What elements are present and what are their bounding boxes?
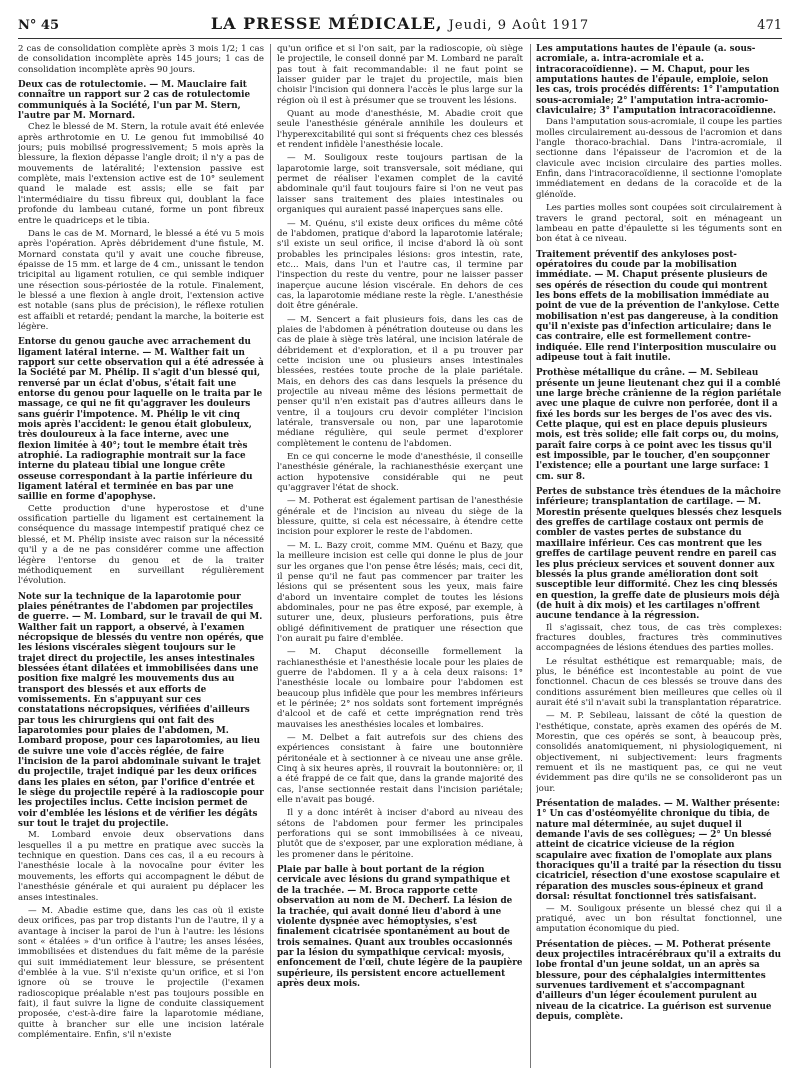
column-divider — [530, 44, 531, 1068]
paragraph: — M. Sencert a fait plusieurs fois, dans les cas de plaies de l'abdomen à pénétration douteuse ou dans les cas de plaie à siège très latéral, une incision latérale de débridement et d'exploration, et il a pu trouver par cette incision une ou plusieurs anses intestinales blessées, restées toute proche de la plaie pariétale. Mais, en dehors des cas dans lesquels la présence du projectile au niveau même des lésions permettait de penser qu'il n'en existait pas d'autres ailleurs dans le ventre, il a toujours cru devoir compléter l'incision latérale, transversale ou non, par une laparotomie médiane régulière, qui seule permet d'explorer complètement le contenu de l'abdomen. — [277, 314, 523, 449]
paragraph: — M. Potherat est également partisan de l'anesthésie générale et de l'incision au niveau du siège de la blessure, quitte, si cela est nécessaire, à étendre cette incision pour explorer le reste de l'abdomen. — [277, 496, 523, 538]
column-right — [536, 44, 782, 1074]
column-left — [18, 44, 264, 1074]
journal-name: LA PRESSE MÉDICALE, — [210, 14, 443, 33]
paragraph: — M. Souligoux reste toujours partisan de la laparotomie large, soit transversale, soit médiane, qui permet de réaliser l'examen complet de la cavité abdominale qu'il faut toujours faire si l'on ne veut pas laisser sans traitement des plaies intestinales ou organiques qui auraient passé inaperçues sans elle. — [277, 153, 523, 216]
section-machoire: Pertes de substance très étendues de la mâchoire inférieure; transplantation de cartilage. — M. Morestin présente quelques blessés chez lesquels des greffes de cartilage costaux ont permis de combler de vastes pertes de substance du maxillaire inférieur. Ces cas montrent que les greffes de cartilage peuvent rendre en pareil cas les plus précieux services et souvent donner aux blessés la plus grande amélioration dont soit susceptible leur difformité. Chez les cinq blessés en question, la greffe date de plusieurs mois déjà (de huit à dix mois) et les cartilages n'offrent aucune tendance à la régression. — [536, 487, 782, 622]
section-presentation-malades: Présentation de malades. — M. Walther présente: 1° Un cas d'ostéomyélite chronique du tibia, de nature mal déterminée, au sujet duquel il demande l'avis de ses collègues; — 2° Un blessé atteint de cicatrice vicieuse de la région scapulaire avec fixation de l'omoplate aux plans thoraciques qu'il a traité par la résection du tissu cicatriciel, résection d'une exostose scapulaire et réparation des muscles sous-épineux et grand dorsal: résultat fonctionnel très satisfaisant. — [536, 799, 782, 903]
paragraph: 2 cas de consolidation complète après 3 mois 1/2; 1 cas de consolidation incomplète après 145 jours; 1 cas de consolidation incomplète après 90 jours. — [18, 44, 264, 75]
page-header — [18, 10, 782, 39]
paragraph: qu'un orifice et si l'on sait, par la radioscopie, où siège le projectile, le conseil donné par M. Lombard ne paraît pas tout à fait recommandable: il ne faut point se laisser guider par le trajet du projectile, mais bien choisir l'incision qui donnera l'accès le plus large sur la région où il est à présumer que se trouvent les lésions. — [277, 44, 523, 106]
paragraph: Dans le cas de M. Mornard, le blessé a été vu 5 mois après l'opération. Après débridement d'une fistule, M. Mornard constata qu'il y avait une couche fibreuse, épaisse de 15 mm. et large de 4 cm., unissant le tendon tricipital au ligament rotulien, ce qui semble indiquer une résection sous-périostée de la rotule. Finalement, le blessé a une flexion à angle droit, l'extension active est notable (sans plus de précision), le réflexe rotulien est affaibli et retardé; pendant la marche, la boiterie est légère. — [18, 228, 264, 332]
journal-title — [18, 14, 782, 33]
paragraph: — M. L. Bazy croit, comme MM. Quénu et Bazy, que la meilleure incision est celle qui donne le plus de jour sur les organes que l'on pense être lésés; mais, ceci dit, il pense qu'il ne faut pas commencer par traiter les lésions qui se présentent sous les yeux, mais faire d'abord un inventaire complet de toutes les lésions abdominales, pour ne pas être exposé, par exemple, à suturer une, deux, plusieurs perforations, puis être obligé définitivement de pratiquer une résection que l'on aurait pu faire d'emblée. — [277, 540, 523, 644]
issue-date: Jeudi, 9 Août 1917 — [448, 18, 590, 33]
section-plaie-cervicale: Plaie par balle à bout portant de la région cervicale avec lésions du grand sympathique et de la trachée. — M. Broca rapporte cette observation au nom de M. Decherf. La lésion de la trachée, qui avait donné lieu d'abord à une violente dyspnée avec hémoptysies, s'est finalement cicatrisée spontanément au bout de trois semaines. Quant aux troubles occasionnés par la lésion du sympathique cervical: myosis, enfoncement de l'œil, chute légère de la paupière supérieure, ils persistent encore actuellement après deux mois. — [277, 865, 523, 989]
paragraph: — M. Abadie estime que, dans les cas où il existe deux orifices, pas par trop distants l'un de l'autre, il y a avantage à inciser la paroi de l'un à l'autre: les lésions sont « étalées » d'un orifice à l'autre; les anses lésées, immobilisées et distendues du fait même de la parésie qui suit immédiatement leur blessure, se présentent d'emblée à la vue. S'il n'existe qu'un orifice, et si l'on ignore où se trouve le projectile (l'examen radioscopique préalable n'est pas toujours possible en fait), il faut suivre la ligne de conduite classiquement proposée, c'est-à-dire faire la laparotomie médiane, quitte à brancher sur elle une incision latérale complémentaire. Enfin, s'il n'existe — [18, 905, 264, 1040]
paragraph: Chez le blessé de M. Stern, la rotule avait été enlevée après arthrotomie en U. Le genou fut immobilisé 40 jours; puis mobilisé progressivement; 5 mois après la blessure, la flexion dépasse l'angle droit; il n'y a pas de mouvements de latéralité; l'extension passive est complète, mais l'extension active est de 10° seulement quand le malade est assis; elle se fait par l'intermédiaire du tissu fibreux qui, doublant la face profonde du lambeau cutané, forme un pont fibreux entre le quadriceps et le tibia. — [18, 122, 264, 226]
section-laparotomie: Note sur la technique de la laparotomie pour plaies pénétrantes de l'abdomen par projectiles de guerre. — M. Lombard, sur le travail de qui M. Walther fait un rapport, a observé, à l'examen nécropsique de blessés du ventre non opérés, que les lésions viscérales siègent toujours sur le trajet direct du projectile, les anses intestinales blessées étant dilatées et immobilisées dans une position fixe malgré les mouvements dus au transport des blessés et aux efforts de vomissements. En s'appuyant sur ces constatations nécropsiques, vérifiées d'ailleurs par tous les chirurgiens qui ont fait des laparotomies pour plaies de l'abdomen, M. Lombard propose, pour ces laparotomies, au lieu de suivre une voie d'accès réglée, de faire l'incision de la paroi abdominale suivant le trajet du projectile, trajet indiqué par les deux orifices dans les plaies en séton, par l'orifice d'entrée et le siège du projectile repéré à la radioscopie pour les projectiles inclus. Cette incision permet de voir d'emblée les lésions et de vérifier les dégâts sur tout le trajet du projectile. — [18, 591, 264, 830]
paragraph: Dans l'amputation sous-acromiale, il coupe les parties molles circulairement au-dessous de l'acromion et dans l'angle thoraco-brachial. Dans l'intra-acromiale, il sectionne dans l'épaisseur de l'acromion et de la clavicule avec incision circulaire des parties molles. Enfin, dans l'intracoracoïdienne, il sectionne l'omoplate immédiatement en dedans de la coracoïde et de la glénoïde. — [536, 117, 782, 200]
section-amputations-epaule: Les amputations hautes de l'épaule (a. sous-acromiale, a. intra-acromiale et a. intracoracoïdienne). — M. Chaput, pour les amputations hautes de l'épaule, emploie, selon les cas, trois procédés différents: 1° l'amputation sous-acromiale; 2° l'amputation intra-acromio-claviculaire; 3° l'amputation intracoracoïdienne. — [536, 44, 780, 117]
paragraph: M. Lombard envoie deux observations dans lesquelles il a pu mettre en pratique avec succès la technique en question. Dans ces cas, il a eu recours à l'anesthésie locale à la novocaïne pour éviter les mouvements, les efforts qui accompagnent le début de l'anesthésie générale et qui auraient pu déplacer les anses intestinales. — [18, 830, 264, 903]
paragraph: Il s'agissait, chez tous, de cas très complexes: fractures doubles, fractures très comminutives accompagnées de lésions étendues des parties molles. — [536, 622, 782, 654]
column-middle — [277, 44, 523, 1074]
paragraph: Les parties molles sont coupées soit circulairement à travers le grand pectoral, soit en ménageant un lambeau en patte d'épaulette si les téguments sont en bon état à ce niveau. — [536, 203, 782, 245]
section-ankyloses-coude: Traitement préventif des ankyloses post-opératoires du coude par la mobilisation immédiate. — M. Chaput présente plusieurs de ses opérés de résection du coude qui montrent les bons effets de la mobilisation immédiate au point de vue de la prévention de l'ankylose. Cette mobilisation n'est pas dangereuse, à la condition qu'il n'existe pas d'infection articulaire; dans le cas contraire, elle est formellement contre-indiquée. Elle rend l'interposition musculaire ou adipeuse tout à fait inutile. — [536, 249, 780, 363]
paragraph: — M. Souligoux présente un blessé chez qui il a pratiqué, avec un bon résultat fonctionnel, une amputation économique du pied. — [536, 903, 782, 935]
paragraph: — M. Quénu, s'il existe deux orifices du même côté de l'abdomen, pratique d'abord la laparotomie latérale; s'il existe un seul orifice, il incise d'abord là où sont probables les principales lésions: gros intestin, rate, etc... Mais, dans l'un et l'autre cas, il termine par l'inspection du reste du ventre, pour ne laisser passer inaperçue aucune lésion viscérale. En dehors de ces cas, la laparotomie médiane reste la règle. L'anesthésie doit être générale. — [277, 218, 523, 312]
page-number: 471 — [757, 18, 782, 33]
column-divider — [270, 44, 271, 1068]
paragraph: En ce qui concerne le mode d'anesthésie, il conseille l'anesthésie générale, la rachianesthésie exerçant une action hypotensive considérable qui ne peut qu'aggraver l'état de shock. — [277, 452, 523, 494]
paragraph: Le résultat esthétique est remarquable; mais, de plus, le bénéfice est incontestable au point de vue fonctionnel. Chacun de ces blessés se trouve dans des conditions assurément bien meilleures que celles où il aurait été s'il n'avait subi la transplantation réparatrice. — [536, 656, 782, 708]
paragraph: Cette production d'une hyperostose et d'une ossification partielle du ligament est certainement la conséquence du massage intempestif pratiqué chez ce blessé, et M. Phélip insiste avec raison sur la nécessité qu'il y a de ne pas considérer comme une affection légère l'entorse du genou et de la traiter méthodiquement en surveillant régulièrement l'évolution. — [18, 503, 264, 587]
paragraph: — M. Delbet a fait autrefois sur des chiens des expériences consistant à faire une boutonnière péritonéale et à sectionner à ce niveau une anse grêle. Cinq à six heures après, il rouvrait la boutonnière: or, il a été frappé de ce fait que, dans la grande majorité des cas, l'anse sectionnée restait dans l'incision pariétale; elle n'avait pas bougé. — [277, 733, 523, 806]
section-prothese-crane: Prothèse métallique du crâne. — M. Sebileau présente un jeune lieutenant chez qui il a comblé une large brèche crânienne de la région pariétale avec une plaque de cuivre non perforée, dont il a fixé les bords sur les berges de l'os avec des vis. Cette plaque, qui est en place depuis plusieurs mois, est très solide; elle fait corps ou, du moins, paraît faire corps à ce point avec les tissus qu'il est impossible, par le toucher, d'en soupçonner l'existence; elle a pourtant une large surface: 1 cm. sur 8. — [536, 368, 782, 482]
paragraph: — M. Chaput déconseille formellement la rachianesthésie et l'anesthésie locale pour les plaies de guerre de l'abdomen. Il y a à cela deux raisons: 1° l'anesthésie locale ou lombaire pour l'abdomen est beaucoup plus infidèle que pour les membres inférieurs et le périnée; 2° nos soldats sont fortement imprégnés d'alcool et de café et cette imprégnation rend très mauvaises les anesthésies locales et lombaires. — [277, 647, 523, 730]
paragraph: — M. P. Sebileau, laissant de côté la question de l'esthétique, constate, après examen des opérés de M. Morestin, que ces opérés se sont, à beaucoup près, consolidés anatomiquement, ni physiologiquement, ni objectivement, ni subjectivement: leurs fragments remuent et ils ne mastiquent pas, ce qui ne veut évidemment pas dire qu'ils ne se consolideront pas un jour. — [536, 711, 782, 794]
paragraph: Il y a donc intérêt à inciser d'abord au niveau des sétons de l'abdomen pour fermer les principales perforations qui se sont immobilisées à ce niveau, plutôt que de s'exposer, par une exploration médiane, à les promener dans le péritoine. — [277, 808, 523, 860]
issue-number: N° 45 — [18, 18, 59, 33]
section-entorse-genou: Entorse du genou gauche avec arrachement du ligament latéral interne. — M. Walther fait un rapport sur cette observation qui a été adressée à la Société par M. Phélip. Il s'agit d'un blessé qui, renversé par un éclat d'obus, s'était fait une entorse du genou pour laquelle on le traita par le massage, ce qui ne fit qu'aggraver les douleurs sans guérir l'impotence. M. Phélip le vit cinq mois après l'accident: le genou était globuleux, très douloureux à la face interne, avec une flexion limitée à 40°; tout le membre était très atrophié. La radiographie montrait sur la face interne du plateau tibial une longue crête osseuse correspondant à la partie inférieure du ligament latéral et terminée en bas par une saillie en forme d'apophyse. — [18, 337, 264, 503]
section-rotulectomie: Deux cas de rotulectomie. — M. Mauclaire fait connaître un rapport sur 2 cas de rotulectomie communiqués à la Société, l'un par M. Stern, l'autre par M. Mornard. — [18, 80, 251, 122]
paragraph: Quant au mode d'anesthésie, M. Abadie croit que seule l'anesthésie générale annihile les douleurs et l'hyperexcitabilité qui sont si fréquents chez ces blessés et rendent infidèle l'anesthésie locale. — [277, 109, 523, 151]
section-presentation-pieces: Présentation de pièces. — M. Potherat présente deux projectiles intracérébraux qu'il a extraits du lobe frontal d'un jeune soldat, un an après sa blessure, pour des céphalalgies intermittentes survenues tardivement et s'accompagnant d'ailleurs d'un léger écoulement purulent au niveau de la cicatrice. La guérison est survenue depuis, complète. — [536, 939, 782, 1022]
